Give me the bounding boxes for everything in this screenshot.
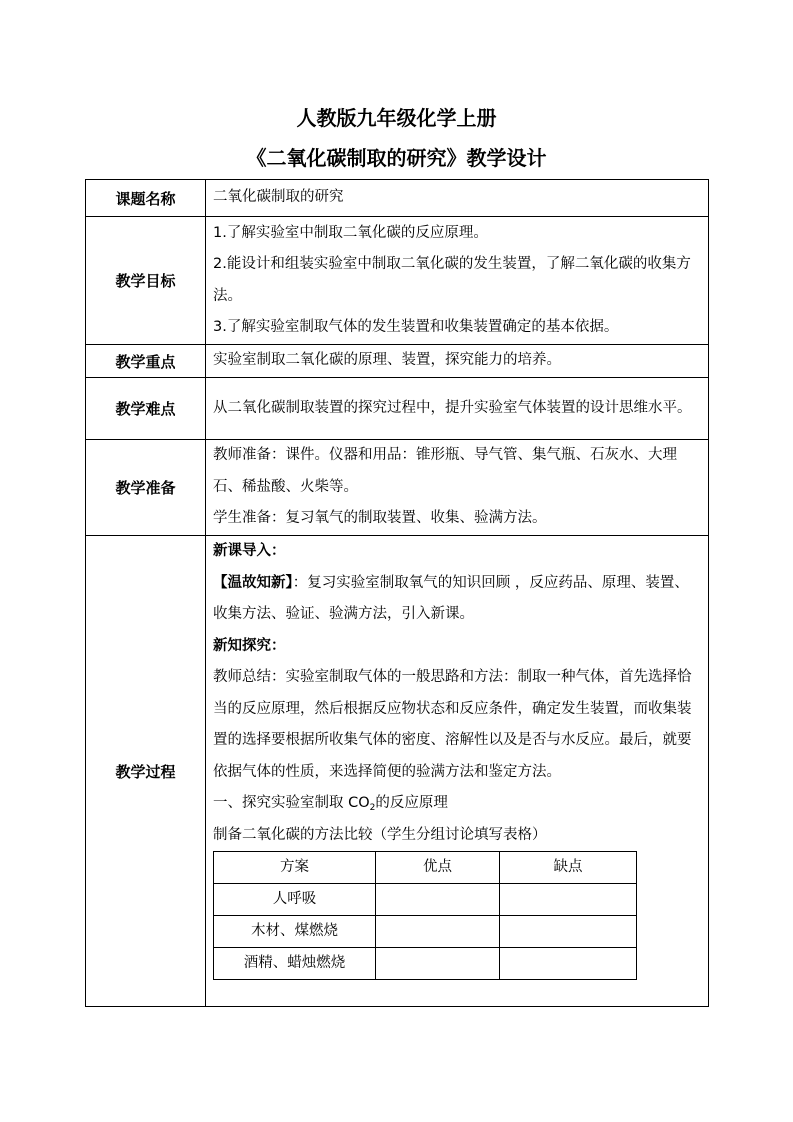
comparison-header-row <box>214 852 637 884</box>
section1-prefix: 一、探究实验室制取 CO <box>213 795 370 811</box>
header-cons: 缺点 <box>500 852 637 884</box>
goals-label: 教学目标 <box>86 217 206 345</box>
row-topic <box>86 180 709 217</box>
prep-student: 学生准备：复习氧气的制取装置、收集、验满方法。 <box>213 510 547 527</box>
topic-value: 二氧化碳制取的研究 <box>206 180 709 217</box>
document-subtitle: 《二氧化碳制取的研究》教学设计 <box>246 146 547 170</box>
prep-value <box>206 440 709 536</box>
goal-item: 3.了解实验室制取气体的发生装置和收集装置确定的基本依据。 <box>213 319 619 335</box>
row-key <box>86 345 709 378</box>
pros-cell[interactable] <box>376 948 500 980</box>
cons-cell[interactable] <box>500 884 637 916</box>
pros-cell[interactable] <box>376 916 500 948</box>
review-tag: 【温故知新】 <box>213 574 293 591</box>
goal-item: 2.能设计和组装实验室中制取二氧化碳的发生装置，了解二氧化碳的收集方法。 <box>213 256 691 304</box>
prep-label: 教学准备 <box>86 440 206 536</box>
row-prep <box>86 440 709 536</box>
document-title: 人教版九年级化学上册 <box>296 106 497 130</box>
goal-item: 1.了解实验室中制取二氧化碳的反应原理。 <box>213 224 488 241</box>
key-label: 教学重点 <box>86 345 206 378</box>
table-caption: 制备二氧化碳的方法比较（学生分组讨论填写表格） <box>213 826 547 843</box>
teacher-summary: 教师总结：实验室制取气体的一般思路和方法：制取一种气体，首先选择恰当的反应原理，然后根据反应物状态和反应条件，确定发生装置，而收集装置的选择要根据所收集气体的密度、溶解性以及是否与水反应。最后，就要依据气体的性质，来选择简便的验满方法和鉴定方法。 <box>213 669 692 780</box>
difficulty-label: 教学难点 <box>86 378 206 440</box>
cons-cell[interactable] <box>500 948 637 980</box>
section1-subscript: 2 <box>369 803 376 813</box>
prep-teacher: 教师准备：课件。仪器和用品：锥形瓶、导气管、集气瓶、石灰水、大理石、稀盐酸、火柴等。 <box>213 447 677 495</box>
comparison-row <box>214 948 637 980</box>
plan-cell: 酒精、蜡烛燃烧 <box>214 948 376 980</box>
section1-heading <box>213 788 703 820</box>
row-goals <box>86 217 709 345</box>
key-value: 实验室制取二氧化碳的原理、装置，探究能力的培养。 <box>206 345 709 378</box>
header-plan: 方案 <box>214 852 376 884</box>
comparison-row <box>214 916 637 948</box>
cons-cell[interactable] <box>500 916 637 948</box>
lesson-plan-table <box>85 179 709 1007</box>
row-process <box>86 536 709 1007</box>
method-comparison-table <box>213 851 637 980</box>
section1-suffix: 的反应原理 <box>375 795 448 811</box>
difficulty-value: 从二氧化碳制取装置的探究过程中，提升实验室气体装置的设计思维水平。 <box>206 378 709 440</box>
intro-heading: 新课导入： <box>213 543 286 559</box>
row-difficulty <box>86 378 709 440</box>
goals-value <box>206 217 709 345</box>
process-label: 教学过程 <box>86 536 206 1007</box>
header-pros: 优点 <box>376 852 500 884</box>
plan-cell: 人呼吸 <box>214 884 376 916</box>
pros-cell[interactable] <box>376 884 500 916</box>
review-text: ：复习实验室制取氧气的知识回顾 ，反应药品、原理、装置、收集方法、验证、验满方法，引入新课。 <box>213 574 689 622</box>
process-value <box>206 536 709 1007</box>
topic-label: 课题名称 <box>86 180 206 217</box>
comparison-row <box>214 884 637 916</box>
plan-cell: 木材、煤燃烧 <box>214 916 376 948</box>
review-paragraph <box>213 568 703 631</box>
explore-heading: 新知探究： <box>213 637 286 654</box>
